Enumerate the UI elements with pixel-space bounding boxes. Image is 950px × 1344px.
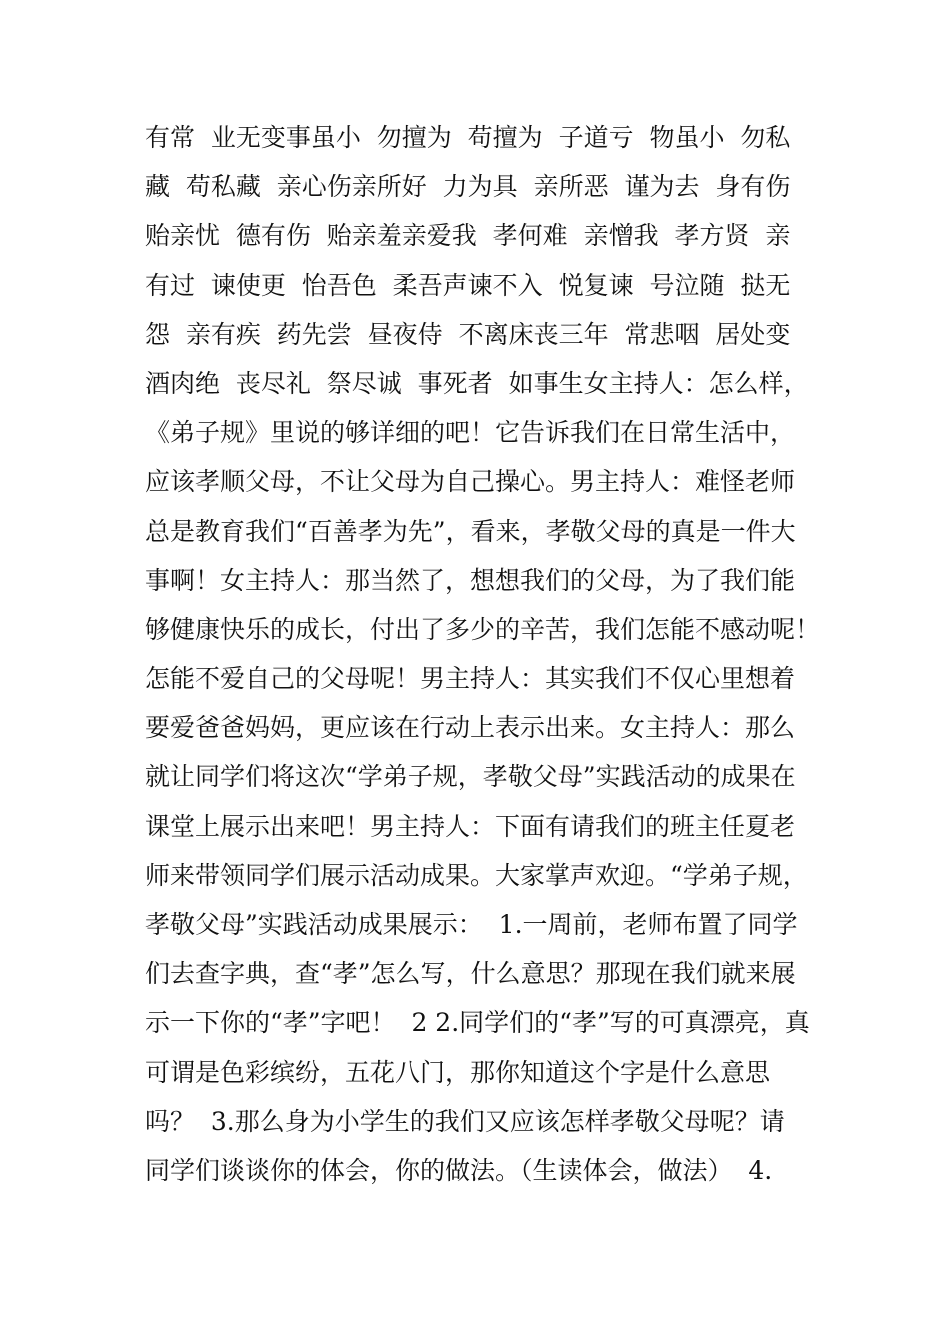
text-line: 师来带领同学们展示活动成果。大家掌声欢迎。“学弟子规， (145, 860, 808, 890)
text-line: 同学们谈谈你的体会，你的做法。（生读体会，做法） 4. (145, 1155, 773, 1185)
text-line: 有过 谏使更 怡吾色 柔吾声谏不入 悦复谏 号泣随 挞无 (145, 270, 791, 300)
text-line: 有常 业无变事虽小 勿擅为 苟擅为 子道亏 物虽小 勿私 (145, 123, 791, 152)
text-line: 示一下你的“孝”字吧！ 2 2.同学们的“孝”写的可真漂亮，真 (145, 1008, 810, 1038)
text-line: 课堂上展示出来吧！男主持人：下面有请我们的班主任夏老 (145, 811, 796, 841)
text-line: 吗？ 3.那么身为小学生的我们又应该怎样孝敬父母呢？请 (145, 1106, 785, 1136)
text-line: 事啊！女主持人：那当然了，想想我们的父母，为了我们能 (145, 565, 796, 595)
text-line: 要爱爸爸妈妈，更应该在行动上表示出来。女主持人：那么 (145, 713, 796, 743)
text-line: 们去查字典，查“孝”怎么写，什么意思？那现在我们就来展 (145, 959, 796, 989)
text-line: 可谓是色彩缤纷，五花八门，那你知道这个字是什么意思 (145, 1057, 771, 1087)
text-line: 孝敬父母”实践活动成果展示： 1.一周前，老师布置了同学 (145, 910, 798, 939)
text-line: 怨 亲有疾 药先尝 昼夜侍 不离床丧三年 常悲咽 居处变 (145, 319, 791, 349)
text-line: 藏 苟私藏 亲心伤亲所好 力为具 亲所恶 谨为去 身有伤 (145, 172, 791, 202)
text-line: 够健康快乐的成长，付出了多少的辛苦，我们怎能不感动呢！ (145, 614, 821, 644)
text-line: 应该孝顺父母，不让父母为自己操心。男主持人：难怪老师 (145, 467, 796, 497)
text-line: 总是教育我们“百善孝为先”，看来，孝敬父母的真是一件大 (145, 516, 796, 546)
text-line: 怎能不爱自己的父母呢！男主持人：其实我们不仅心里想着 (145, 664, 796, 694)
body-text (145, 113, 821, 1195)
text-line: 《弟子规》里说的够详细的吧！它告诉我们在日常生活中， (145, 418, 796, 448)
text-line: 就让同学们将这次“学弟子规，孝敬父母”实践活动的成果在 (145, 762, 796, 792)
text-line: 贻亲忧 德有伤 贻亲羞亲爱我 孝何难 亲憎我 孝方贤 亲 (145, 221, 791, 251)
text-line: 酒肉绝 丧尽礼 祭尽诚 事死者 如事生女主持人：怎么样， (145, 368, 809, 398)
